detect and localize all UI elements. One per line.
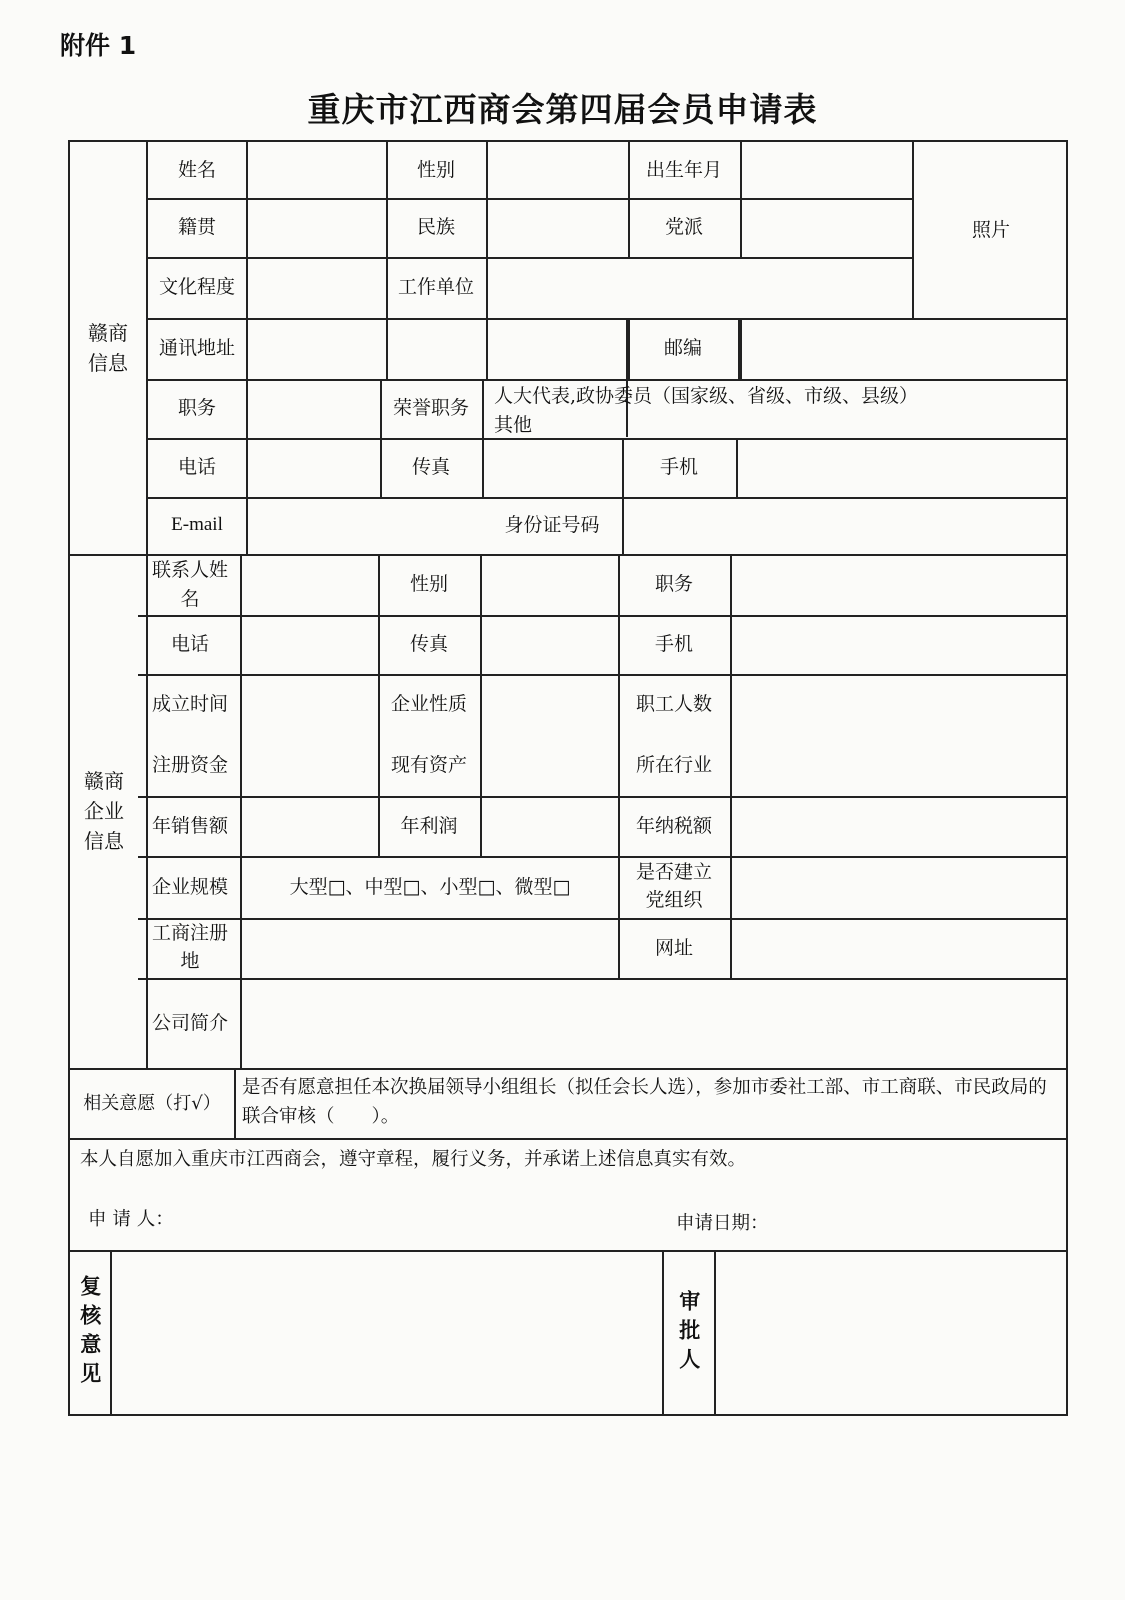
label-contact-name: 联系人姓 名 xyxy=(151,559,228,610)
label-party-org: 是否建立 党组织 xyxy=(635,861,712,911)
label-name: 姓名 xyxy=(177,158,216,181)
label-fax: 传真 xyxy=(411,456,450,479)
input-party-org[interactable] xyxy=(732,858,1066,916)
label-id-number: 身份证号码 xyxy=(504,514,600,537)
label-birth: 出生年月 xyxy=(645,158,722,181)
willingness-text[interactable]: 是否有愿意担任本次换届领导小组组长（拟任会长人选），参加市委社工部、市工商联、市民政局的联合审核（ ）。 xyxy=(242,1077,1047,1127)
input-phone[interactable] xyxy=(248,440,378,495)
label-review-opinion: 复核意见 xyxy=(77,1275,103,1391)
label-postcode: 邮编 xyxy=(663,337,702,360)
label-scale: 企业规模 xyxy=(151,875,228,898)
input-education[interactable] xyxy=(248,259,384,316)
label-native-place: 籍贯 xyxy=(177,216,216,239)
label-founded: 成立时间 xyxy=(151,693,228,716)
label-company-profile: 公司简介 xyxy=(151,1011,228,1034)
input-enterprise-mobile[interactable] xyxy=(732,617,1066,672)
label-website: 网址 xyxy=(654,936,693,959)
declaration-statement: 本人自愿加入重庆市江西商会，遵守章程，履行义务，并承诺上述信息真实有效。 xyxy=(80,1149,747,1170)
label-current-assets: 现有资产 xyxy=(390,754,467,777)
input-contact-name[interactable] xyxy=(242,556,376,613)
input-address[interactable] xyxy=(248,320,624,377)
label-willingness: 相关意愿（打√） xyxy=(83,1092,221,1114)
personal-section-label: 赣商 信息 xyxy=(88,321,128,375)
enterprise-section-label: 赣商 企业 信息 xyxy=(84,769,124,853)
input-contact-gender[interactable] xyxy=(482,556,616,613)
label-industry: 所在行业 xyxy=(635,754,712,777)
input-email[interactable] xyxy=(248,499,482,552)
input-mobile[interactable] xyxy=(738,440,1066,495)
input-review-opinion[interactable] xyxy=(112,1252,660,1414)
label-nature: 企业性质 xyxy=(390,693,467,716)
form-title: 重庆市江西商会第四届会员申请表 xyxy=(307,90,818,129)
label-position: 职务 xyxy=(177,397,216,420)
honorary-options[interactable] xyxy=(494,382,1064,439)
label-annual-tax: 年纳税额 xyxy=(635,814,712,837)
input-gender[interactable] xyxy=(488,144,626,196)
label-address: 通讯地址 xyxy=(158,337,235,360)
input-fax[interactable] xyxy=(484,440,620,495)
input-approver[interactable] xyxy=(716,1252,1066,1414)
input-nature-assets[interactable] xyxy=(482,676,616,794)
attachment-label: 附件 1 xyxy=(60,31,137,60)
input-id-number[interactable] xyxy=(624,499,1066,552)
label-work-unit: 工作单位 xyxy=(397,276,474,299)
label-enterprise-phone: 电话 xyxy=(170,633,209,656)
input-birth[interactable] xyxy=(742,144,910,196)
input-company-profile[interactable] xyxy=(242,980,1066,1066)
label-approver: 审批人 xyxy=(676,1289,702,1377)
application-form-table xyxy=(68,140,1068,1416)
honorary-options-line2: 其他 xyxy=(494,413,533,436)
input-position[interactable] xyxy=(248,381,378,436)
label-application-date: 申请日期： xyxy=(676,1213,769,1234)
label-party: 党派 xyxy=(664,216,703,239)
label-enterprise-mobile: 手机 xyxy=(654,633,693,656)
input-annual-tax[interactable] xyxy=(732,798,1066,854)
input-work-unit[interactable] xyxy=(488,259,910,316)
label-annual-profit: 年利润 xyxy=(400,814,458,837)
label-mobile: 手机 xyxy=(659,456,698,479)
label-enterprise-fax: 传真 xyxy=(409,633,448,656)
input-registration-place[interactable] xyxy=(242,920,616,976)
label-contact-gender: 性别 xyxy=(409,573,448,596)
input-enterprise-phone[interactable] xyxy=(242,617,376,672)
input-annual-sales[interactable] xyxy=(242,798,376,854)
label-phone: 电话 xyxy=(177,456,216,479)
label-honorary-position: 荣誉职务 xyxy=(392,397,469,420)
input-native-place[interactable] xyxy=(248,200,384,255)
input-ethnicity[interactable] xyxy=(488,200,626,255)
input-annual-profit[interactable] xyxy=(482,798,616,854)
label-applicant: 申 请 人： xyxy=(88,1209,174,1230)
input-party[interactable] xyxy=(742,200,910,255)
label-annual-sales: 年销售额 xyxy=(151,814,228,837)
label-registered-capital: 注册资金 xyxy=(151,754,228,777)
scale-options[interactable]: 大型□、中型□、小型□、微型□ xyxy=(289,875,571,898)
input-contact-position[interactable] xyxy=(732,556,1066,613)
label-contact-position: 职务 xyxy=(654,573,693,596)
label-email: E-mail xyxy=(171,514,223,536)
label-registration-place: 工商注册 地 xyxy=(151,922,228,972)
label-employees: 职工人数 xyxy=(635,693,712,716)
honorary-options-line1: 人大代表,政协委员（国家级、省级、市级、县级） xyxy=(494,385,919,407)
label-education: 文化程度 xyxy=(158,276,235,299)
input-name[interactable] xyxy=(248,144,384,196)
input-founded-capital[interactable] xyxy=(242,676,376,794)
photo-box[interactable]: 照片 xyxy=(971,218,1010,241)
input-employees-industry[interactable] xyxy=(732,676,1066,794)
label-gender: 性别 xyxy=(416,158,455,181)
input-enterprise-fax[interactable] xyxy=(482,617,616,672)
input-postcode[interactable] xyxy=(742,320,1066,377)
input-website[interactable] xyxy=(732,920,1066,976)
label-ethnicity: 民族 xyxy=(416,216,455,239)
